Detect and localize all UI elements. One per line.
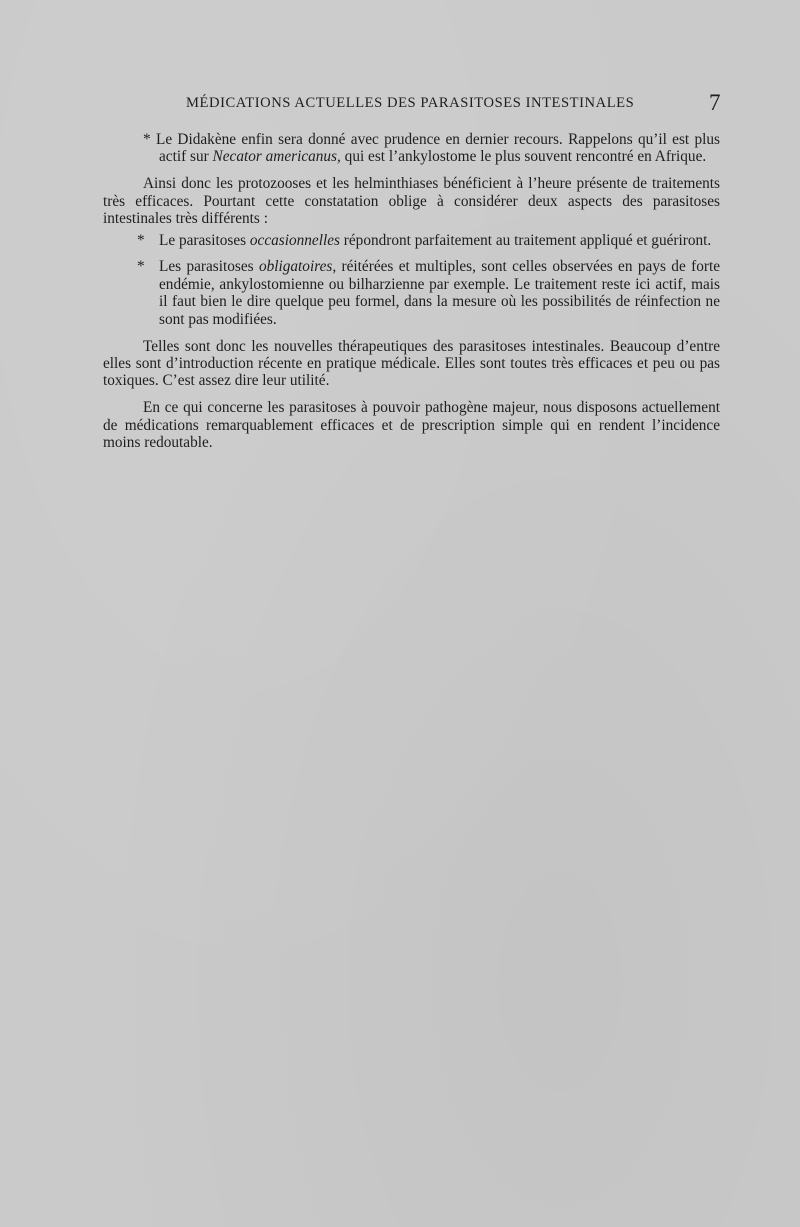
bullet-obligatoires-italic: obligatoires,	[258, 258, 337, 276]
page-number: 7	[709, 90, 721, 115]
bullet-star: *	[137, 231, 145, 249]
bullet-occasionnelles-text-a: Le parasitoses	[159, 231, 250, 249]
paragraph-didakene-text-a: * Le Didakène enfin sera donné avec prudence en dernier recours. Rappelons qu’il est plus actif sur	[143, 131, 720, 166]
bullet-obligatoires-text-b: réitérées et multiples, sont celles observées en pays de forte endémie, ankylostomienne ou bilharzienne par exemple. Le traitement reste ici actif, mais il faut bien le dire quelque peu formel, dans la mesure où les possibilités de réinfection ne sont pas modifiées.	[159, 258, 720, 328]
running-head	[0, 92, 800, 122]
bullet-occasionnelles-text-b: répondront parfaitement au traitement appliqué et guériront.	[339, 231, 712, 249]
paragraph-telles-sont: Telles sont donc les nouvelles thérapeutiques des parasitoses intestinales. Beaucoup d’entre elles sont d’introduction récente en pratique médicale. Elles sont toutes très efficaces et peu ou pas toxiques. C’est assez dire leur utilité.	[103, 337, 720, 390]
bullet-occasionnelles	[103, 232, 720, 249]
body-text	[103, 131, 720, 461]
bullet-star: *	[137, 258, 145, 276]
bullet-obligatoires-text-a: Les parasitoses	[159, 258, 259, 276]
paragraph-didakene	[103, 131, 720, 166]
paragraph-en-ce-qui: En ce qui concerne les parasitoses à pouvoir pathogène majeur, nous disposons actuellement de médications remarquablement efficaces et de prescription simple qui en rendent l’incidence moins redoutable.	[103, 399, 720, 452]
paragraph-didakene-text-b: qui est l’ankylostome le plus souvent rencontré en Afrique.	[340, 148, 707, 166]
running-title: MÉDICATIONS ACTUELLES DES PARASITOSES INTESTINALES	[186, 95, 635, 111]
bullet-occasionnelles-italic: occasionnelles	[249, 231, 340, 249]
paragraph-ainsi-donc: Ainsi donc les protozooses et les helminthiases bénéficient à l’heure présente de traitements très efficaces. Pourtant cette constatation oblige à considérer deux aspects des parasitoses intestinales très différents :	[103, 175, 720, 228]
bullet-obligatoires	[103, 258, 720, 328]
paragraph-didakene-italic: Necator americanus,	[212, 148, 341, 166]
